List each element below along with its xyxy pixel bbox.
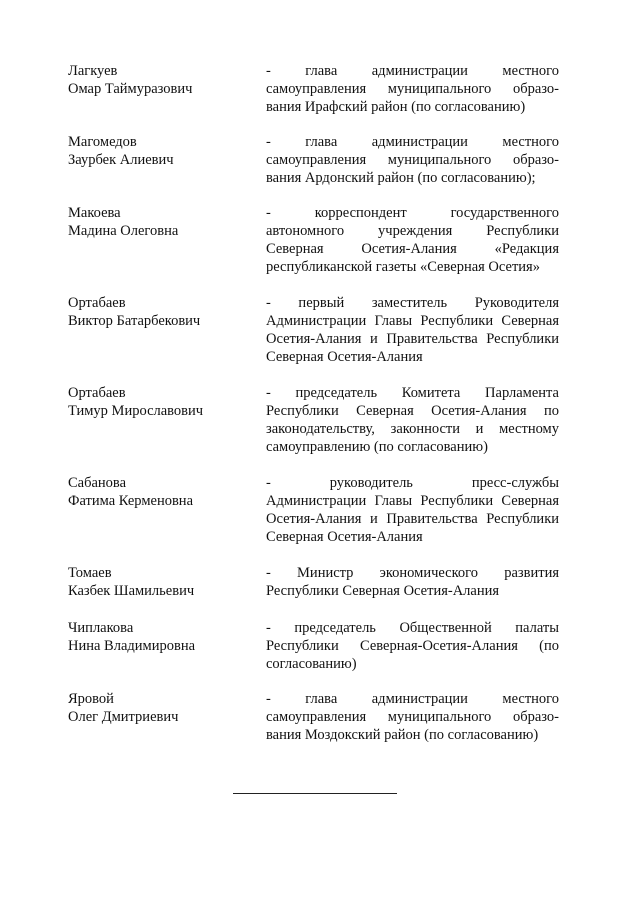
member-name (68, 384, 248, 420)
position-line: - председатель Общественной палаты (266, 620, 559, 636)
position-line: - глава администрации местного (266, 691, 559, 707)
position-line: Республики Северная Осетия-Алания (266, 583, 500, 599)
position-line: вания Ардонский район (по согласованию); (266, 170, 536, 186)
member-surname: Макоева (68, 205, 121, 221)
position-line: республиканской газеты «Северная Осетия» (266, 259, 540, 275)
position-line: - Министр экономического развития (266, 565, 559, 581)
position-line: самоуправления муниципального образо- (266, 81, 559, 97)
member-surname: Сабанова (68, 475, 127, 491)
member-surname: Ортабаев (68, 385, 126, 401)
member-position (266, 294, 559, 366)
member-position (266, 133, 559, 187)
position-line: Осетия-Алания и Правительства Республики (266, 511, 559, 527)
member-given-name: Олег Дмитриевич (68, 709, 179, 725)
position-line: - глава администрации местного (266, 63, 559, 79)
member-name (68, 133, 248, 169)
member-given-name: Фатима Керменовна (68, 493, 193, 509)
closing-rule (233, 793, 397, 794)
member-surname: Томаев (68, 565, 112, 581)
member-name (68, 474, 248, 510)
member-given-name: Виктор Батарбекович (68, 313, 201, 329)
member-name (68, 564, 248, 600)
member-given-name: Тимур Мирославович (68, 403, 204, 419)
member-position (266, 62, 559, 116)
position-line: Осетия-Алания и Правительства Республики (266, 331, 559, 347)
member-given-name: Казбек Шамильевич (68, 583, 195, 599)
member-given-name: Омар Таймуразович (68, 81, 193, 97)
position-line: - корреспондент государственного (266, 205, 559, 221)
position-line: - председатель Комитета Парламента (266, 385, 559, 401)
member-position (266, 474, 559, 546)
member-given-name: Заурбек Алиевич (68, 152, 174, 168)
position-line: Администрации Главы Республики Северная (266, 493, 559, 509)
member-name (68, 204, 248, 240)
member-surname: Лагкуев (68, 63, 118, 79)
position-line: - первый заместитель Руководителя (266, 295, 559, 311)
position-line: - руководитель пресс-службы (266, 475, 559, 491)
member-surname: Яровой (68, 691, 114, 707)
position-line: Северная Осетия-Алания (266, 529, 423, 545)
member-position (266, 564, 559, 600)
position-line: самоуправления муниципального образо- (266, 709, 559, 725)
position-line: автономного учреждения Республики (266, 223, 559, 239)
position-line: законодательству, законности и местному (266, 421, 559, 437)
member-name (68, 294, 248, 330)
position-line: согласованию) (266, 656, 357, 672)
member-position (266, 690, 559, 744)
position-line: Республики Северная-Осетия-Алания (по (266, 638, 559, 654)
member-name (68, 690, 248, 726)
member-position (266, 204, 559, 276)
position-line: самоуправления муниципального образо- (266, 152, 559, 168)
member-surname: Магомедов (68, 134, 137, 150)
position-line: Республики Северная Осетия-Алания по (266, 403, 559, 419)
member-position (266, 384, 559, 456)
position-line: - глава администрации местного (266, 134, 559, 150)
member-position (266, 619, 559, 673)
member-name (68, 62, 248, 98)
member-surname: Ортабаев (68, 295, 126, 311)
member-given-name: Нина Владимировна (68, 638, 196, 654)
position-line: Северная Осетия-Алания (266, 349, 423, 365)
position-line: Северная Осетия-Алания «Редакция (266, 241, 559, 257)
member-given-name: Мадина Олеговна (68, 223, 179, 239)
member-name (68, 619, 248, 655)
position-line: вания Моздокский район (по согласованию) (266, 727, 539, 743)
position-line: самоуправлению (по согласованию) (266, 439, 488, 455)
member-surname: Чиплакова (68, 620, 134, 636)
position-line: Администрации Главы Республики Северная (266, 313, 559, 329)
position-line: вания Ирафский район (по согласованию) (266, 99, 526, 115)
